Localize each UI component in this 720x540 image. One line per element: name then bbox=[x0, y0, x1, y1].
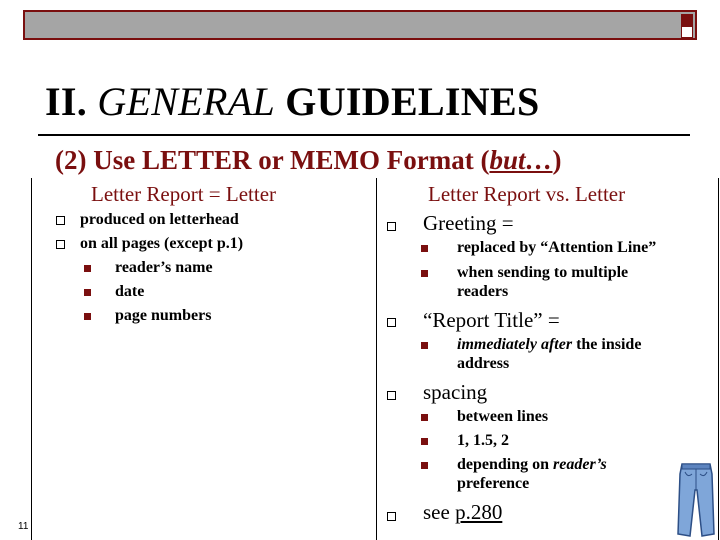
hollow-square-bullet-icon bbox=[387, 318, 396, 327]
plain-text: see bbox=[423, 500, 456, 524]
left-subitem: page numbers bbox=[115, 307, 212, 324]
emphasis-text: reader’s bbox=[553, 456, 607, 473]
greeting-subitem: when sending to multiple bbox=[457, 264, 629, 281]
filled-square-bullet-icon bbox=[84, 265, 91, 272]
left-column-heading: Letter Report = Letter bbox=[91, 182, 277, 206]
decor-square-dark bbox=[681, 14, 693, 26]
subtitle-but: but… bbox=[489, 145, 553, 175]
report-title-item: “Report Title” = bbox=[423, 308, 560, 332]
title-rule bbox=[38, 134, 690, 136]
left-subitem: date bbox=[115, 283, 145, 300]
jeans-clipart-icon bbox=[676, 460, 716, 538]
left-subitem: reader’s name bbox=[115, 259, 213, 276]
hollow-square-bullet-icon bbox=[387, 391, 396, 400]
plain-text: the inside bbox=[572, 336, 642, 353]
slide-subtitle bbox=[55, 145, 561, 176]
title-part: GUIDELINES bbox=[275, 79, 540, 124]
left-item: produced on letterhead bbox=[80, 211, 239, 228]
spacing-subitem bbox=[457, 456, 607, 474]
see-page-item bbox=[423, 500, 502, 525]
report-title-subitem-cont: address bbox=[457, 355, 510, 372]
right-column-heading: Letter Report vs. Letter bbox=[428, 182, 626, 206]
slide-title bbox=[45, 78, 540, 125]
greeting-subitem: replaced by “Attention Line” bbox=[457, 239, 657, 256]
filled-square-bullet-icon bbox=[421, 414, 428, 421]
hollow-square-bullet-icon bbox=[56, 216, 65, 225]
filled-square-bullet-icon bbox=[421, 270, 428, 277]
page-reference-link[interactable]: p.280 bbox=[455, 500, 503, 524]
hollow-square-bullet-icon bbox=[387, 512, 396, 521]
filled-square-bullet-icon bbox=[421, 342, 428, 349]
filled-square-bullet-icon bbox=[84, 313, 91, 320]
subtitle-part: ) bbox=[552, 145, 562, 175]
spacing-subitem: between lines bbox=[457, 408, 549, 425]
filled-square-bullet-icon bbox=[421, 438, 428, 445]
greeting-subitem-cont: readers bbox=[457, 283, 509, 300]
spacing-subitem-cont: preference bbox=[457, 475, 530, 492]
greeting-item: Greeting = bbox=[423, 211, 514, 235]
subtitle-part: (2) Use LETTER or MEMO Format ( bbox=[55, 145, 490, 175]
hollow-square-bullet-icon bbox=[56, 240, 65, 249]
plain-text: depending on bbox=[457, 456, 554, 473]
spacing-subitem: 1, 1.5, 2 bbox=[457, 432, 509, 449]
emphasis-text: immediately after bbox=[457, 336, 573, 353]
hollow-square-bullet-icon bbox=[387, 222, 396, 231]
filled-square-bullet-icon bbox=[421, 245, 428, 252]
column-divider bbox=[376, 178, 377, 540]
decor-square-light bbox=[681, 26, 693, 38]
filled-square-bullet-icon bbox=[421, 462, 428, 469]
top-decor-bar bbox=[23, 10, 697, 40]
left-item: on all pages (except p.1) bbox=[80, 235, 244, 252]
spacing-item: spacing bbox=[423, 380, 488, 404]
content-frame bbox=[31, 178, 719, 540]
title-italic: GENERAL bbox=[97, 79, 275, 124]
page-number: 11 bbox=[18, 521, 29, 532]
filled-square-bullet-icon bbox=[84, 289, 91, 296]
report-title-subitem bbox=[457, 336, 641, 354]
title-part: II. bbox=[45, 79, 98, 124]
